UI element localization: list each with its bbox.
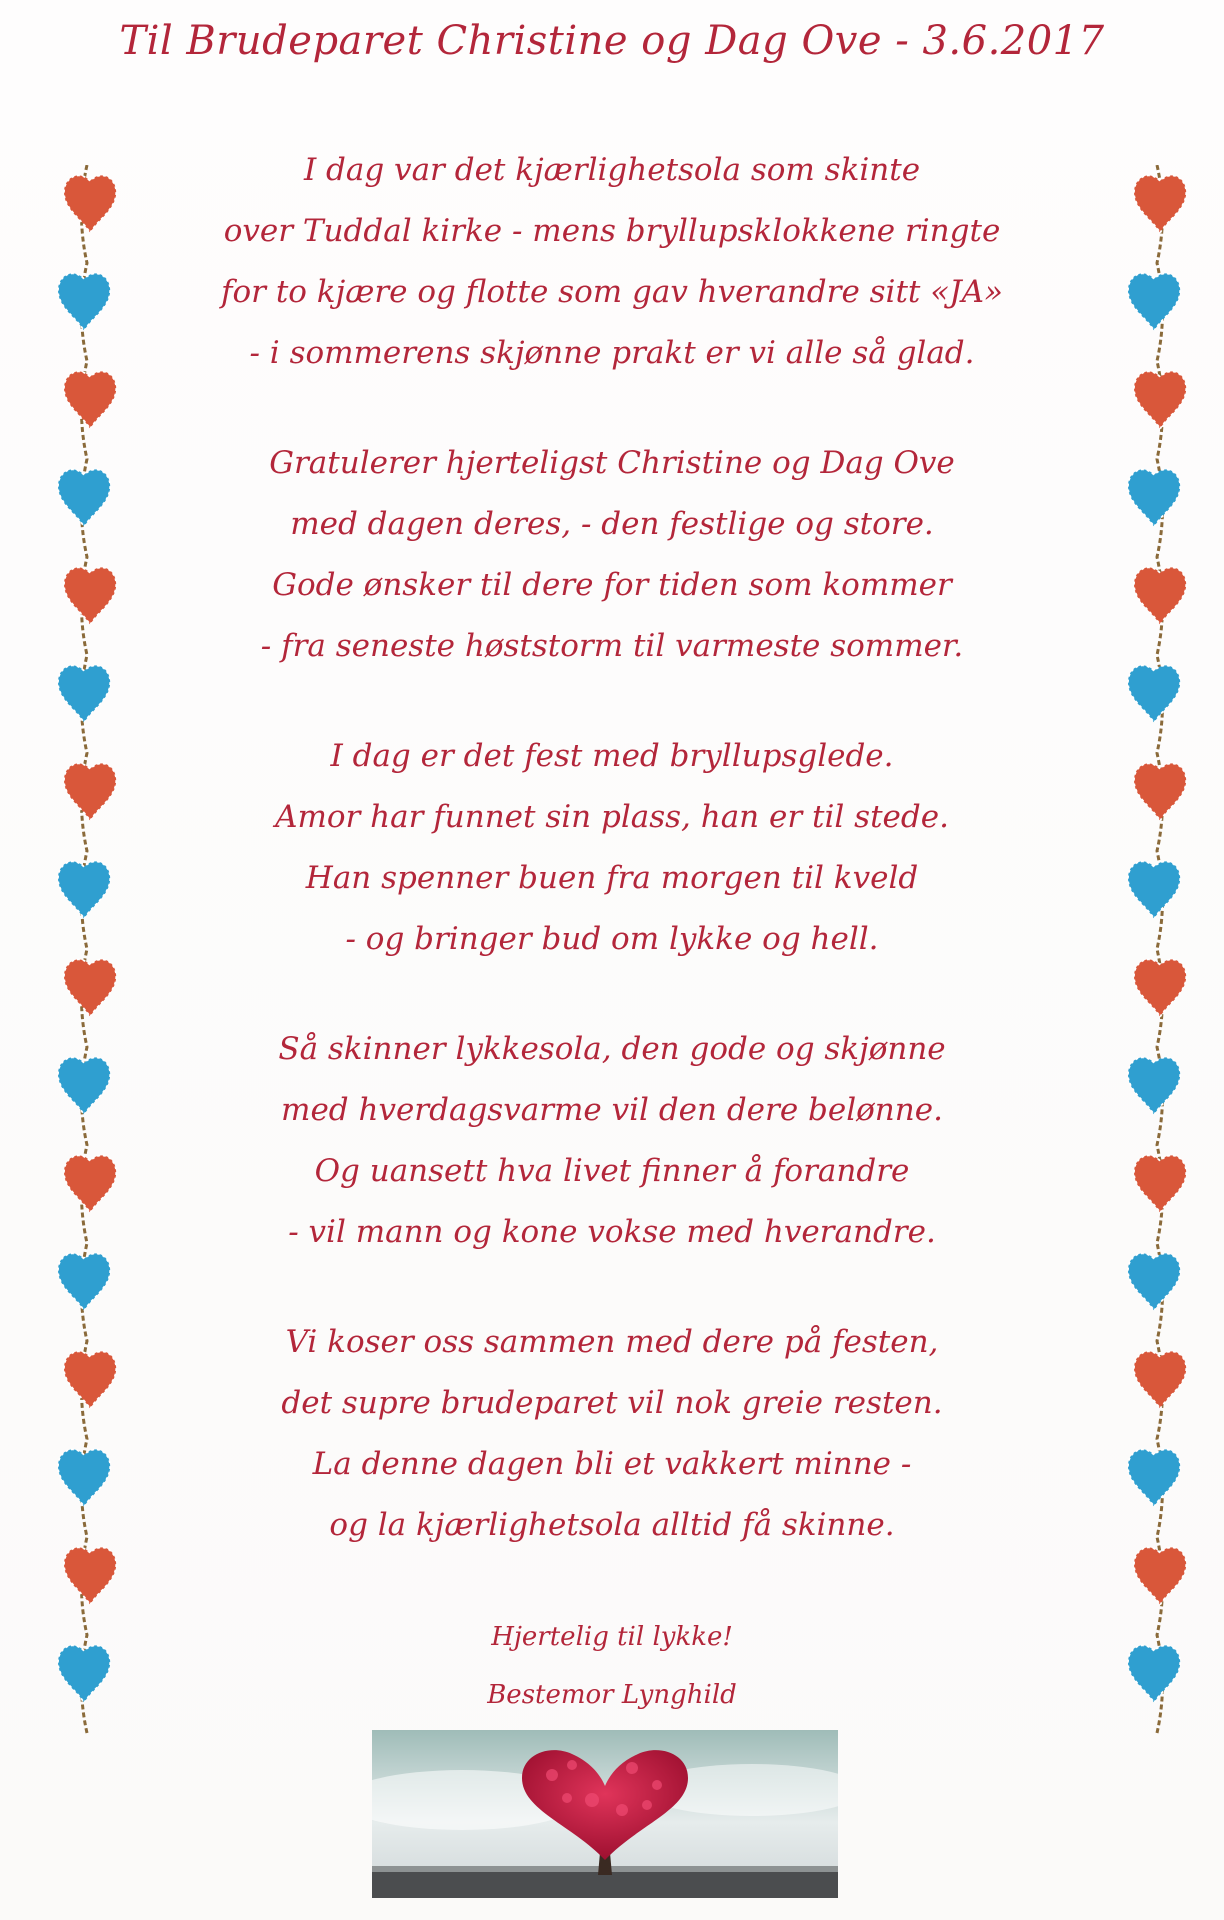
stanza-4 xyxy=(150,1019,1074,1263)
poem-line: Vi koser oss sammen med dere på festen, xyxy=(285,1324,939,1360)
heart-icon xyxy=(64,1547,116,1605)
heart-icon xyxy=(64,567,116,625)
heart-tree-image xyxy=(372,1730,838,1898)
heart-icon xyxy=(58,1645,110,1703)
poem-line: Han spenner buen fra morgen til kveld xyxy=(305,860,919,896)
poem-line: med dagen deres, - den festlige og store. xyxy=(290,506,934,542)
page-title: Til Brudeparet Christine og Dag Ove - 3.6.2017 xyxy=(119,18,1105,64)
heart-icon xyxy=(1134,371,1186,429)
heart-icon xyxy=(1134,1155,1186,1213)
heart-icon xyxy=(1134,959,1186,1017)
heart-icon xyxy=(1134,567,1186,625)
poem-line: La denne dagen bli et vakkert minne - xyxy=(312,1446,912,1482)
heart-icon xyxy=(1128,1057,1180,1115)
poem-line: I dag er det fest med bryllupsglede. xyxy=(330,738,894,774)
poem-line: - i sommerens skjønne prakt er vi alle så glad. xyxy=(249,335,975,371)
author-name: Bestemor Lynghild xyxy=(487,1680,737,1710)
poem-line: I dag var det kjærlighetsola som skinte xyxy=(303,152,921,188)
heart-icon xyxy=(58,469,110,527)
poem-line: Gratulerer hjerteligst Christine og Dag Ove xyxy=(269,445,955,481)
heart-icon xyxy=(1128,665,1180,723)
poem-line: Gode ønsker til dere for tiden som kommer xyxy=(272,567,952,603)
poem-line: - fra seneste høststorm til varmeste sommer. xyxy=(260,628,964,664)
heart-icon xyxy=(1134,763,1186,821)
heart-icon xyxy=(64,371,116,429)
poem-line: med hverdagsvarme vil den dere belønne. xyxy=(281,1092,943,1128)
greeting: Hjertelig til lykke! xyxy=(491,1622,733,1652)
stanza-5 xyxy=(150,1312,1074,1556)
heart-icon xyxy=(64,763,116,821)
poem-line: for to kjære og flotte som gav hverandre sitt «JA» xyxy=(221,274,1003,310)
poem-line: over Tuddal kirke - mens bryllupsklokkene ringte xyxy=(223,213,1001,249)
heart-chain xyxy=(58,165,116,1733)
heart-icon xyxy=(64,1351,116,1409)
heart-border-left xyxy=(40,165,135,1785)
heart-icon xyxy=(58,1057,110,1115)
heart-icon xyxy=(1128,1449,1180,1507)
poem-line: Og uansett hva livet finner å forandre xyxy=(314,1153,910,1189)
heart-icon xyxy=(1128,861,1180,919)
poem-line: - og bringer bud om lykke og hell. xyxy=(345,921,879,957)
heart-icon xyxy=(64,959,116,1017)
heart-icon xyxy=(1134,175,1186,233)
heart-icon xyxy=(1128,273,1180,331)
poem-line: Så skinner lykkesola, den gode og skjønne xyxy=(278,1031,946,1067)
heart-chain xyxy=(1128,165,1186,1733)
heart-icon xyxy=(58,1253,110,1311)
heart-icon xyxy=(64,175,116,233)
heart-icon xyxy=(1128,1253,1180,1311)
poem-line: Amor har funnet sin plass, han er til stede. xyxy=(275,799,949,835)
heart-icon xyxy=(58,861,110,919)
heart-icon xyxy=(58,273,110,331)
stanza-2 xyxy=(150,433,1074,677)
poem-line: - vil mann og kone vokse med hverandre. xyxy=(288,1214,936,1250)
stanza-1 xyxy=(150,140,1074,384)
heart-icon xyxy=(1134,1351,1186,1409)
signature xyxy=(0,1608,1224,1724)
poem-line: og la kjærlighetsola alltid få skinne. xyxy=(329,1507,895,1543)
heart-icon xyxy=(1134,1547,1186,1605)
heart-border-right xyxy=(1110,165,1205,1785)
heart-icon xyxy=(1128,469,1180,527)
heart-icon xyxy=(1128,1645,1180,1703)
heart-icon xyxy=(58,1449,110,1507)
poem xyxy=(150,140,1074,1605)
stanza-3 xyxy=(150,726,1074,970)
poem-line: det supre brudeparet vil nok greie resten. xyxy=(281,1385,943,1421)
heart-icon xyxy=(58,665,110,723)
heart-icon xyxy=(64,1155,116,1213)
